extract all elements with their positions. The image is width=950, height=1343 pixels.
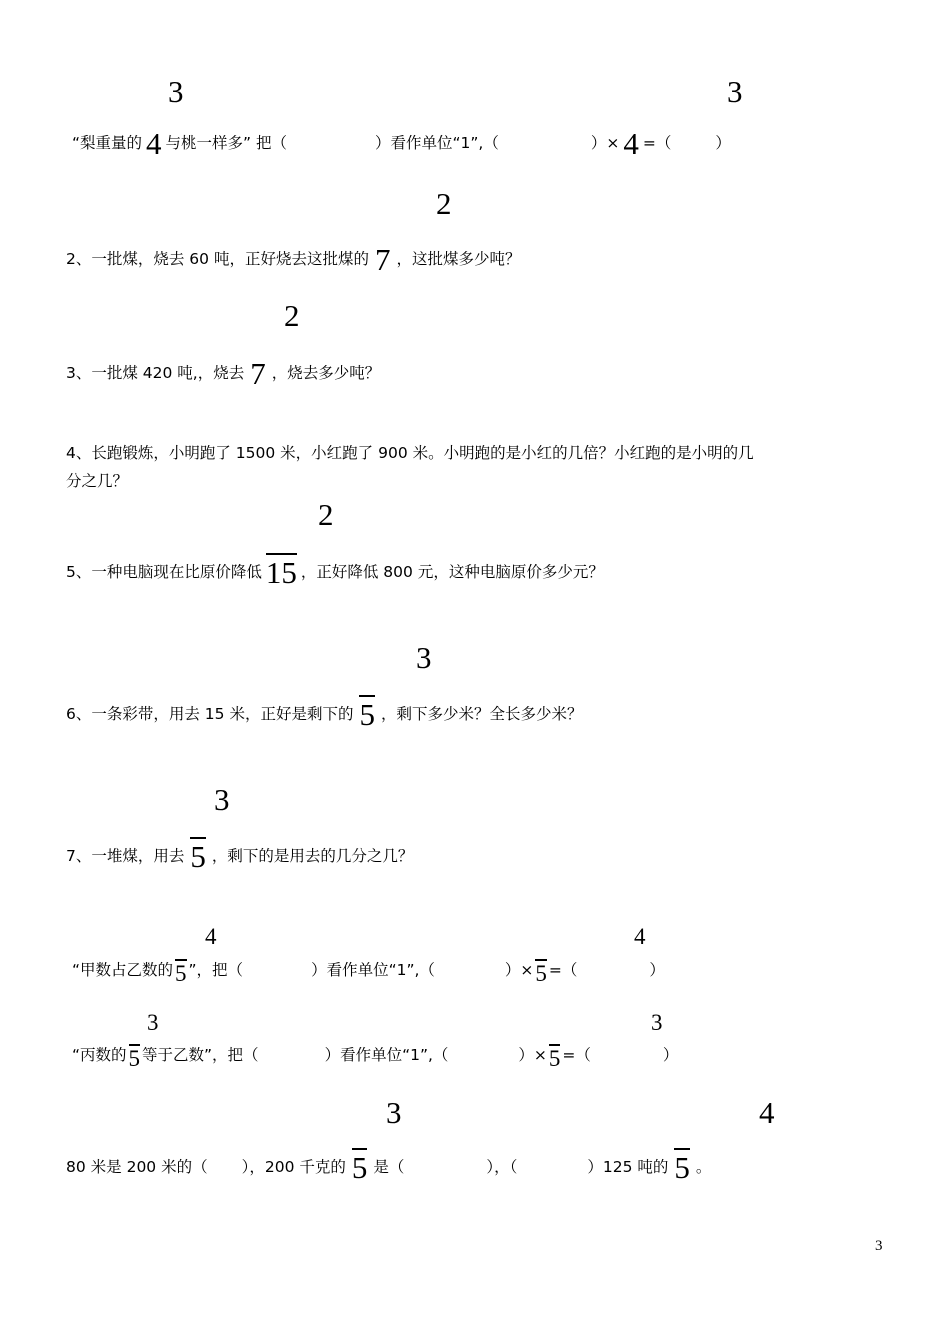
fraction-denominator: 5 [351, 1150, 368, 1185]
fraction-numerator: 3 [147, 1010, 159, 1035]
phrase-line-1: “梨重量的 4 与桃一样多” 把（ ）看作单位“1”,（ ）× 4 =（ ） [72, 126, 731, 161]
fraction-denominator: 5 [535, 961, 547, 986]
fraction-numerator: 2 [284, 298, 300, 333]
fraction-numerator: 4 [759, 1095, 775, 1130]
fraction-denominator: 5 [359, 697, 375, 732]
fraction-numerator: 3 [168, 74, 184, 109]
fraction-denominator: 7 [374, 242, 391, 277]
fraction-denominator: 4 [146, 126, 162, 161]
fraction-denominator: 5 [674, 1150, 690, 1185]
fraction-numerator: 3 [386, 1095, 402, 1130]
question-7: 7、一堆煤，用去 5 ，剩下的是用去的几分之几？ [66, 839, 414, 874]
fraction-denominator: 7 [250, 356, 266, 391]
fraction-denominator: 4 [623, 126, 639, 161]
fraction-numerator: 4 [205, 924, 217, 949]
page-number: 3 [875, 1238, 883, 1254]
question-3: 3、一批煤 420 吨,，烧去 7 ，烧去多少吨？ [66, 356, 381, 391]
phrase-line-4: 80 米是 200 米的（ ），200 千克的 5 是（ ），（ ）125 吨的 5 。 [66, 1150, 712, 1185]
fraction-numerator: 4 [634, 924, 646, 949]
fraction-numerator: 2 [436, 186, 452, 221]
fraction-numerator: 2 [318, 497, 334, 532]
question-2: 2、一批煤，烧去 60 吨，正好烧去这批煤的 7 ，这批煤多少吨？ [66, 242, 521, 277]
fraction-numerator: 3 [416, 640, 432, 675]
fraction-denominator: 5 [128, 1046, 141, 1071]
phrase-line-3: “丙数的5 等于乙数”，把（ ）看作单位“1”,（ ）×5 =（ ） [72, 1046, 679, 1071]
fraction-numerator: 3 [214, 782, 230, 817]
phrase-line-2: “甲数占乙数的5 ”，把（ ）看作单位“1”,（ ）×5 =（ ） [72, 961, 665, 986]
question-4: 4、长跑锻炼，小明跑了 1500 米，小红跑了 900 米。小明跑的是小红的几倍？小红跑的是小明的几 [66, 444, 754, 462]
fraction-numerator: 3 [651, 1010, 663, 1035]
fraction-denominator: 5 [190, 839, 206, 874]
question-5: 5、一种电脑现在比原价降低 15 ，正好降低 800 元，这种电脑原价多少元？ [66, 555, 604, 590]
question-4-cont: 分之几？ [66, 472, 129, 490]
fraction-denominator: 5 [548, 1046, 561, 1071]
fraction-denominator: 15 [265, 555, 297, 590]
fraction-denominator: 5 [175, 961, 187, 986]
question-6: 6、一条彩带，用去 15 米，正好是剩下的 5 ，剩下多少米？全长多少米？ [66, 697, 583, 732]
fraction-numerator: 3 [727, 74, 743, 109]
